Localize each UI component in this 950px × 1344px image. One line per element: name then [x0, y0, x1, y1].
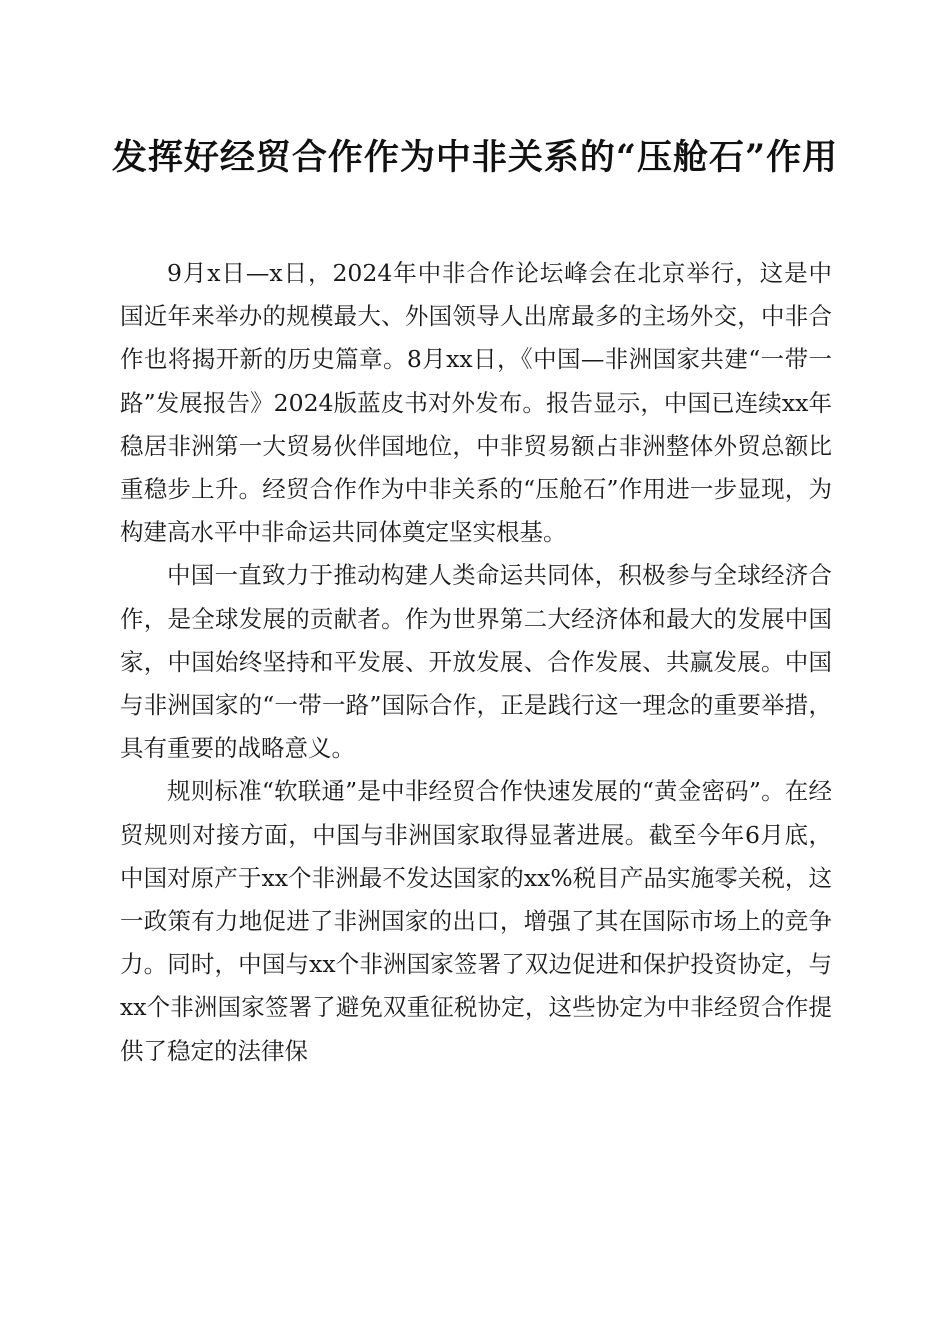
- document-body: [120, 252, 832, 1073]
- paragraph-3: 规则标准“软联通”是中非经贸合作快速发展的“黄金密码”。在经贸规则对接方面，中国与非洲国家取得显著进展。截至今年6月底，中国对原产于xx个非洲最不发达国家的xx%税目产品实施零关税，这一政策有力地促进了非洲国家的出口，增强了其在国际市场上的竞争力。同时，中国与xx个非洲国家签署了双边促进和保护投资协定，与xx个非洲国家签署了避免双重征税协定，这些协定为中非经贸合作提供了稳定的法律保: [120, 777, 832, 1065]
- paragraph-1: 9月x日—x日，2024年中非合作论坛峰会在北京举行，这是中国近年来举办的规模最大、外国领导人出席最多的主场外交，中非合作也将揭开新的历史篇章。8月xx日，《中国—非洲国家共建“一带一路”发展报告》2024版蓝皮书对外发布。报告显示，中国已连续xx年稳居非洲第一大贸易伙伴国地位，中非贸易额占非洲整体外贸总额比重稳步上升。经贸合作作为中非关系的“压舱石”作用进一步显现，为构建高水平中非命运共同体奠定坚实根基。: [120, 259, 832, 547]
- paragraph-2: 中国一直致力于推动构建人类命运共同体，积极参与全球经济合作，是全球发展的贡献者。作为世界第二大经济体和最大的发展中国家，中国始终坚持和平发展、开放发展、合作发展、共赢发展。中国与非洲国家的“一带一路”国际合作，正是践行这一理念的重要举措，具有重要的战略意义。: [120, 561, 832, 763]
- document-title: 发挥好经贸合作作为中非关系的“压舱石”作用: [111, 137, 839, 178]
